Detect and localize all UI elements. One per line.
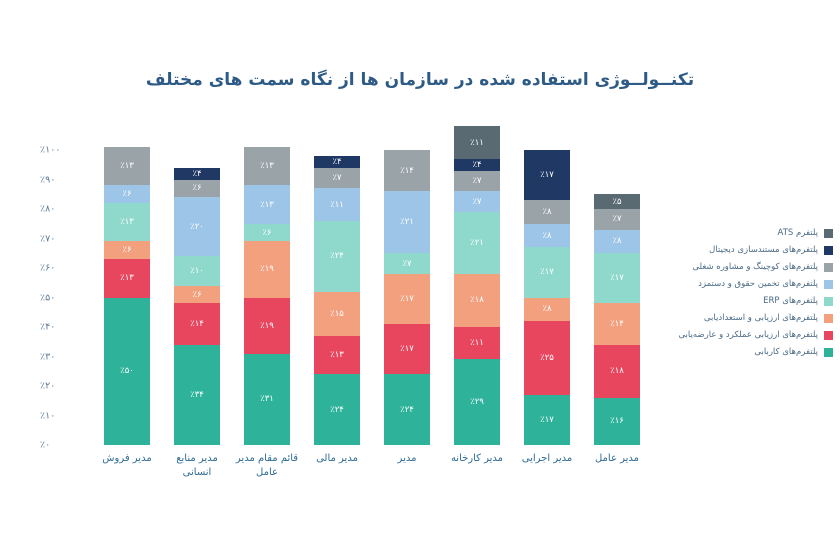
bar-segment: ٪۶ [244,224,290,242]
legend-swatch-icon [824,348,833,357]
bar-segment: ٪۳۴ [174,345,220,445]
bar-segment: ٪۱۳ [244,147,290,185]
bar-column[interactable] [594,194,640,445]
bar-segment: ٪۴ [314,156,360,168]
bar-segment: ٪۱۷ [384,324,430,374]
y-axis-tick: ٪۳۰ [40,351,56,362]
bar-column[interactable] [454,126,500,445]
bar-segment: ٪۱۷ [524,395,570,445]
legend-item[interactable] [668,330,833,340]
bar-segment: ٪۱۸ [594,345,640,398]
bar-segment: ٪۶ [104,185,150,203]
bar-segment: ٪۱۳ [244,185,290,223]
bar-column[interactable] [524,150,570,445]
legend-item[interactable] [668,228,833,238]
bar-segment: ٪۶ [104,241,150,259]
bar-segment: ٪۱۰ [174,256,220,286]
y-axis-tick: ٪۴۰ [40,321,56,333]
bar-column[interactable] [384,150,430,445]
legend-item[interactable] [668,313,833,323]
legend-label: پلتفرم‌های ارزیابی عملکرد و عارضه‌یابی [678,330,818,340]
bar-segment: ٪۷ [454,191,500,212]
bar-segment: ٪۱۴ [174,303,220,344]
bar-segment: ٪۷ [454,171,500,192]
x-axis-label: مدیر عامل [594,453,640,464]
y-axis [40,144,88,451]
legend-swatch-icon [824,331,833,340]
bar-segment: ٪۸ [524,224,570,248]
legend-label: پلتفرم‌های کوچینگ و مشاوره شغلی [692,262,818,272]
chart-title: تکنــولــوژی استفاده شده در سازمان ها از نگاه سمت های مختلف [145,70,695,90]
bar-segment: ٪۳۱ [244,354,290,445]
bar-segment: ٪۵۰ [104,298,150,446]
x-axis-label: مدیر [397,453,417,464]
y-axis-tick: ٪۷۰ [40,233,56,244]
bar-segment: ٪۷ [314,168,360,189]
bar-segment: ٪۲۴ [384,374,430,445]
legend-item[interactable] [668,262,833,272]
x-axis-label: قائم مقام مدیر عامل [235,453,299,478]
legend-label: پلتفرم‌های کاربابی [754,347,818,357]
chart-legend [668,228,833,364]
legend-swatch-icon [824,314,833,323]
y-axis-tick: ٪۹۰ [40,174,56,185]
bar-segment: ٪۲۱ [384,191,430,253]
bar-segment: ٪۸ [524,298,570,322]
legend-label: پلتفرم‌های مستندسازی دیجیتال [709,245,818,255]
bar-segment: ٪۱۸ [454,274,500,327]
bar-segment: ٪۲۴ [314,221,360,292]
bar-column[interactable] [244,147,290,445]
legend-label: پلتفرم‌های تخمین حقوق و دستمزد [698,279,818,289]
x-axis-label: مدیر مالی [316,453,358,464]
legend-item[interactable] [668,245,833,255]
bar-segment: ٪۴ [454,159,500,171]
legend-label: پلتفرم ATS [777,228,818,238]
y-axis-tick: ٪۰ [40,439,51,451]
bar-segment: ٪۱۹ [244,241,290,297]
legend-swatch-icon [824,263,833,272]
legend-label: پلتفرم‌های ERP [763,296,818,306]
bar-segment: ٪۱۱ [314,188,360,220]
plot-area [92,137,652,445]
y-axis-tick: ٪۲۰ [40,380,56,392]
bar-segment: ٪۶ [174,180,220,198]
bar-segment: ٪۱۷ [524,150,570,200]
x-axis-label: مدیر منابع انسانی [176,453,218,478]
bar-segment: ٪۱۳ [104,203,150,241]
bar-segment: ٪۲۴ [314,374,360,445]
y-axis-tick: ٪۵۰ [40,292,56,303]
bar-segment: ٪۷ [384,253,430,274]
y-axis-tick: ٪۸۰ [40,203,56,215]
bar-segment: ٪۲۰ [174,197,220,256]
bar-segment: ٪۱۳ [104,259,150,297]
y-axis-tick: ٪۱۰۰ [40,144,61,156]
x-axis-label: مدیر اجرایی [521,453,573,464]
bar-segment: ٪۱۳ [104,147,150,185]
bar-segment: ٪۴ [174,168,220,180]
legend-swatch-icon [824,280,833,289]
bar-column[interactable] [174,168,220,445]
bar-segment: ٪۸ [594,230,640,254]
legend-item[interactable] [668,296,833,306]
legend-item[interactable] [668,347,833,357]
bar-segment: ٪۱۷ [524,247,570,297]
x-axis-label: مدیر کارخانه [450,453,504,464]
bar-segment: ٪۱۱ [454,126,500,158]
bar-segment: ٪۲۹ [454,359,500,445]
legend-item[interactable] [668,279,833,289]
x-axis-labels [92,452,652,512]
bar-segment: ٪۱۵ [314,292,360,336]
bar-segment: ٪۷ [594,209,640,230]
bar-segment: ٪۲۱ [454,212,500,274]
y-axis-tick: ٪۶۰ [40,262,56,274]
bar-segment: ٪۱۳ [314,336,360,374]
legend-swatch-icon [824,246,833,255]
bar-segment: ٪۸ [524,200,570,224]
y-axis-tick: ٪۱۰ [40,410,56,421]
bar-segment: ٪۱۶ [594,398,640,445]
bar-segment: ٪۱۴ [384,150,430,191]
bar-segment: ٪۱۷ [594,253,640,303]
legend-swatch-icon [824,297,833,306]
legend-swatch-icon [824,229,833,238]
bar-segment: ٪۲۵ [524,321,570,395]
bar-segment: ٪۱۷ [384,274,430,324]
legend-label: پلتفرم‌های ارزیابی و استعدادیابی [703,313,818,323]
bar-column[interactable] [104,147,150,445]
bar-segment: ٪۱۹ [244,298,290,354]
bar-segment: ٪۱۴ [594,303,640,344]
bar-segment: ٪۱۱ [454,327,500,359]
bar-column[interactable] [314,156,360,445]
bar-segment: ٪۶ [174,286,220,304]
x-axis-label: مدیر فروش [102,453,152,464]
bar-segment: ٪۵ [594,194,640,209]
